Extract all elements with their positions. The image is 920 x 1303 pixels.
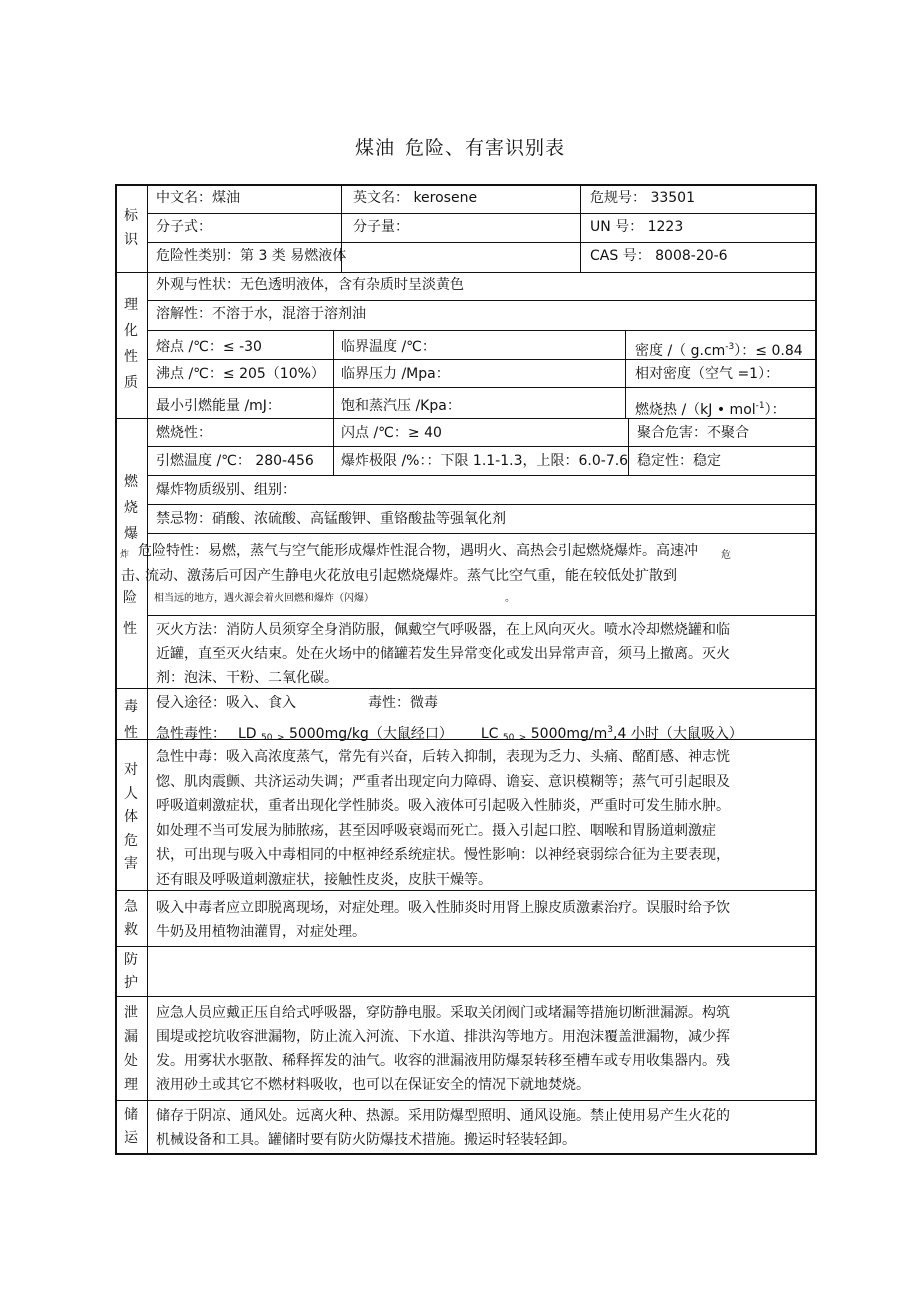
melting-point: 熔点 /℃：≤ -30 — [156, 339, 262, 355]
label-char: 漏 — [124, 1029, 138, 1045]
lc50-subscript: 50 — [502, 733, 515, 743]
page-title — [0, 133, 920, 160]
hazard-characteristics-line-1: 危险特性：易燃，蒸气与空气能形成爆炸性混合物，遇明火、高热会引起燃烧爆炸。高速冲 — [138, 543, 698, 559]
lc50-value: 5000mg/m — [530, 726, 608, 742]
label-char: 处 — [124, 1053, 138, 1069]
label-char: 性 — [123, 621, 137, 637]
lc50-gt: > — [518, 733, 527, 743]
section-divider — [115, 272, 817, 273]
hazard-number: 危规号： 33501 — [590, 190, 695, 206]
column-divider — [580, 184, 581, 272]
polymerization-hazard: 聚合危害：不聚合 — [637, 425, 749, 441]
label-char: 对 — [124, 762, 138, 778]
acute-toxicity-label: 急性毒性： — [156, 726, 226, 742]
ignition-temperature: 引燃温度 /℃： 280-456 — [156, 453, 314, 469]
row-divider — [147, 504, 817, 505]
label-char: 击、 — [121, 568, 149, 584]
section-divider — [115, 946, 817, 947]
heat-value: ）： — [764, 402, 786, 418]
density-value: ）：≤ 0.84 — [734, 343, 803, 359]
row-divider — [147, 475, 817, 476]
flash-point: 闪点 /℃：≥ 40 — [341, 425, 442, 441]
ld50-value: 5000mg/kg（大鼠经口） — [288, 726, 453, 742]
hazard-characteristics-tail: 危 — [721, 550, 731, 561]
hazard-characteristics-line-3: 相当远的地方，遇火源会着火回燃和爆炸（闪爆） — [154, 593, 374, 604]
boiling-point: 沸点 /℃：≤ 205（10%） — [156, 366, 325, 382]
section-label-health — [116, 759, 146, 877]
label-char: 爆 — [124, 526, 138, 542]
lc50-label: LC — [480, 726, 499, 742]
ld50-subscript: 50 — [261, 733, 273, 743]
acute-toxicity — [156, 721, 743, 748]
label-char: 质 — [124, 375, 138, 391]
chinese-name: 中文名：煤油 — [156, 190, 240, 206]
table-border-bottom — [115, 1153, 817, 1155]
solubility: 溶解性：不溶于水，混溶于溶剂油 — [156, 306, 366, 322]
label-char: 防 — [124, 952, 138, 968]
label-char: 急 — [124, 899, 138, 915]
explosive-classification: 爆炸物质级别、组别： — [156, 482, 296, 498]
label-char: 标 — [124, 208, 138, 224]
density — [635, 338, 803, 361]
leakage-response: 应急人员应戴正压自给式呼吸器，穿防静电服。采取关闭阀门或堵漏等措施切断泄漏源。构筑围堤或挖坑收容泄漏物，防止流入河流、下水道、排洪沟等地方。用泡沫覆盖泄漏物，减少挥发。用雾状水驱散、稀释挥发的油气。收容的泄漏液用防爆泵转移至槽车或专用收集器内。残液用砂土或其它不燃材料吸收，也可以在保证安全的情况下就地焚烧。 — [156, 1005, 730, 1093]
hazard-table — [115, 184, 817, 1155]
column-divider — [625, 330, 626, 418]
first-aid-measures: 吸入中毒者应立即脱离现场，对症处理。吸入性肺炎时用肾上腺皮质激素治疗。误服时给予饮牛奶及用植物油灌胃，对症处理。 — [156, 900, 730, 940]
row-divider — [147, 213, 817, 214]
row-divider — [147, 615, 817, 616]
column-divider — [333, 418, 334, 475]
label-char: 毒 — [124, 699, 138, 715]
label-char: 护 — [124, 975, 138, 991]
label-char: 化 — [124, 323, 138, 339]
molecular-weight: 分子量： — [353, 219, 409, 235]
label-char: 性 — [124, 349, 138, 365]
critical-temperature: 临界温度 /℃： — [341, 339, 436, 355]
section-label-leakage — [116, 1001, 146, 1097]
molecular-formula: 分子式： — [156, 219, 212, 235]
section-divider — [115, 1100, 817, 1101]
label-char: 储 — [124, 1107, 138, 1123]
lc50-duration: ,4 小时（大鼠吸入） — [613, 726, 743, 742]
label-char: 险 — [123, 590, 137, 606]
heat-of-combustion — [635, 397, 786, 420]
heat-exponent: -1 — [755, 401, 765, 411]
fire-fighting-methods: 灭火方法：消防人员须穿全身消防服，佩戴空气呼吸器，在上风向灭火。喷水冷却燃烧罐和临近罐，直至灭火结束。处在火场中的储罐若发生异常变化或发出异常声音，须马上撤离。灭火剂：泡沫、干粉、二氧化碳。 — [156, 622, 730, 686]
exposure-routes: 侵入途径：吸入、食入 — [156, 695, 296, 711]
section-label-physchem — [116, 292, 146, 396]
critical-pressure: 临界压力 /Mpa： — [341, 366, 450, 382]
heat-label: 燃烧热 /（kJ • mol — [635, 402, 756, 418]
title-product: 煤油 — [354, 137, 395, 159]
section-label-first-aid — [116, 896, 146, 942]
row-divider — [147, 446, 817, 447]
section-divider — [115, 996, 817, 997]
column-divider — [333, 330, 334, 418]
density-label: 密度 /（ g.cm — [635, 343, 726, 359]
hazard-characteristics-end: 。 — [505, 593, 515, 604]
label-char: 人 — [124, 785, 138, 802]
ld50-label: LD — [238, 726, 257, 742]
label-char: 燃 — [124, 474, 138, 490]
label-char: 泄 — [124, 1005, 138, 1021]
title-text: 危险、有害识别表 — [405, 137, 566, 159]
section-label-combustion — [116, 469, 146, 547]
section-label-toxicity — [116, 694, 146, 746]
label-char: 识 — [124, 232, 138, 248]
label-char: 救 — [124, 922, 138, 938]
flammability: 燃烧性： — [156, 425, 212, 441]
label-char: 烧 — [124, 500, 138, 516]
row-divider — [147, 330, 817, 331]
health-hazards: 急性中毒：吸入高浓度蒸气，常先有兴奋，后转入抑制，表现为乏力、头痛、酩酊感、神志恍惚、肌肉震颤、共济运动失调；严重者出现定向力障碍、谵妄、意识模糊等；蒸气可引起眼及呼吸道刺激症状，重者出现化学性肺炎。吸入液体可引起吸入性肺炎，严重时可发生肺水肿。如处理不当可发展为肺脓疡，甚至因呼吸衰竭而死亡。摄入引起口腔、咽喉和胃肠道刺激症状，可出现与吸入中毒相同的中枢神经系统症状。慢性影响：以神经衰弱综合征为主要表现，还有眼及呼吸道刺激症状，接触性皮炎，皮肤干燥等。 — [156, 749, 730, 888]
table-border-top — [115, 184, 817, 186]
section-label-protection — [116, 949, 146, 995]
explosion-limits: 爆炸极限 /%：：下限 1.1-1.3，上限：6.0-7.6 — [341, 453, 629, 469]
stability: 稳定性：稳定 — [637, 453, 721, 469]
label-char: 理 — [124, 297, 138, 313]
label-char: 炸 — [120, 550, 130, 560]
hazard-characteristics-line-2: 流动、激荡后可因产生静电火花放电引起燃烧爆炸。蒸气比空气重，能在较低处扩散到 — [145, 568, 677, 584]
relative-density: 相对密度（空气 =1）： — [635, 366, 780, 382]
label-char: 危 — [124, 832, 138, 849]
label-char: 性 — [124, 725, 138, 741]
label-char: 理 — [124, 1077, 138, 1093]
min-ignition-energy: 最小引燃能量 /mJ： — [156, 398, 281, 414]
row-divider — [147, 533, 817, 534]
ld50-gt: > — [276, 733, 285, 743]
un-number: UN 号： 1223 — [590, 219, 684, 235]
storage-transport: 储存于阴凉、通风处。远离火种、热源。采用防爆型照明、通风设施。禁止使用易产生火花的机械设备和工具。罐储时要有防火防爆技术措施。搬运时轻装轻卸。 — [156, 1108, 730, 1148]
row-divider — [147, 387, 817, 388]
column-divider — [628, 418, 629, 475]
section-label-storage — [116, 1104, 146, 1150]
toxicity-level: 毒性：微毒 — [368, 695, 438, 711]
incompatible-materials: 禁忌物：硝酸、浓硫酸、高锰酸钾、重铬酸盐等强氧化剂 — [156, 511, 506, 527]
section-label-identification — [116, 204, 146, 252]
vapor-pressure: 饱和蒸汽压 /Kpa： — [341, 398, 461, 414]
density-exponent: -3 — [725, 342, 735, 352]
cas-number: CAS 号： 8008-20-6 — [590, 248, 728, 264]
label-char: 害 — [124, 856, 138, 872]
label-char: 运 — [124, 1130, 138, 1146]
appearance: 外观与性状：无色透明液体，含有杂质时呈淡黄色 — [156, 277, 464, 293]
row-divider — [147, 300, 817, 301]
lc50-exponent: 3 — [607, 725, 614, 735]
english-name: 英文名： kerosene — [353, 190, 478, 206]
label-char: 体 — [124, 809, 138, 825]
row-divider — [147, 242, 817, 243]
hazard-category: 危险性类别：第 3 类 易燃液体 — [156, 248, 347, 264]
